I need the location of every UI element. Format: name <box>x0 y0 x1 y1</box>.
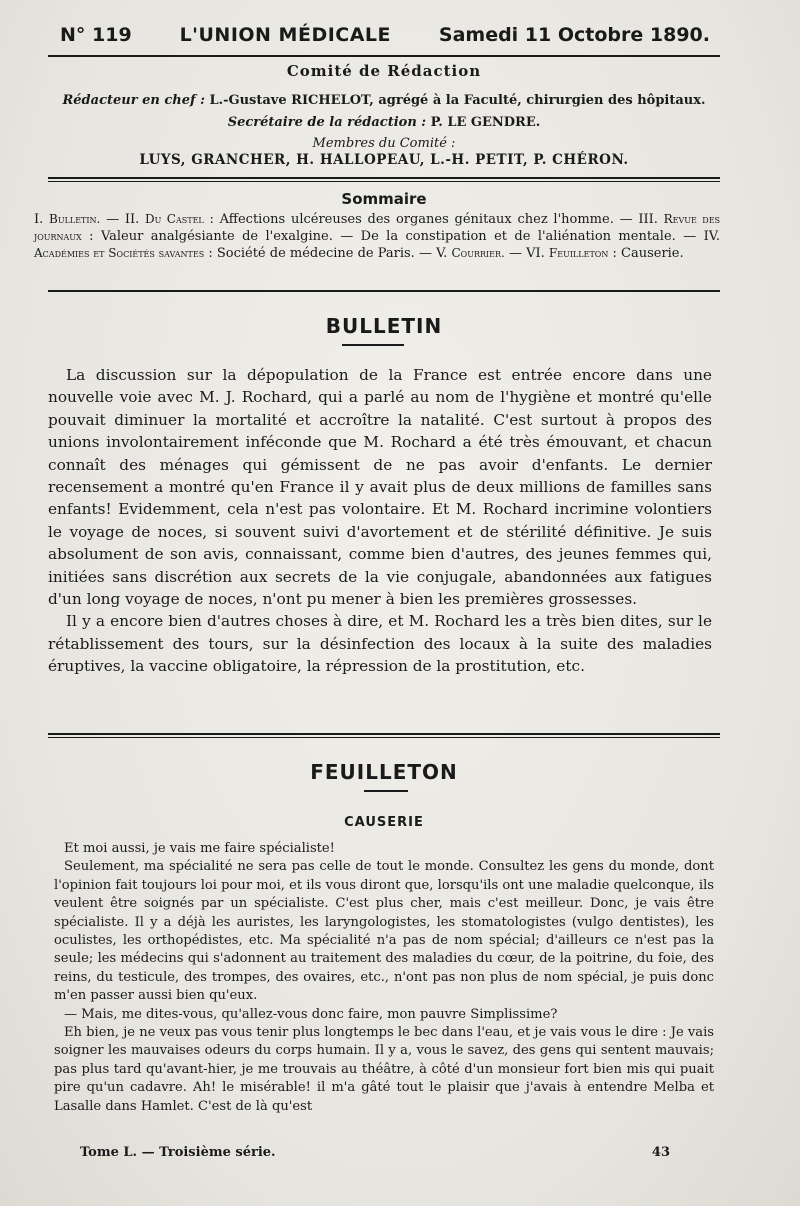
page-number: 43 <box>651 1145 670 1160</box>
secretary-label: Secrétaire de la rédaction : <box>227 115 427 130</box>
members-label-line <box>48 136 720 151</box>
sommaire-separator-2: — <box>504 246 527 261</box>
feuilleton-paragraph-2: Seulement, ma spécialité ne sera pas celle de tout le monde. Consultez les gens du monde, dont l'opinion fait toujours loi pour moi, et ils vous diront que, lorsqu'ils ont une maladie quelconque, ils veulent être soignés par un spécialiste. C'est plus cher, mais c'est meilleur. Donc, je vais être spécialiste. Il y a déjà les auristes, les laryngologistes, les stomatologistes (vulgo dentistes), les oculistes, les orthopédistes, etc. Ma spécialité n'a pas de nom spécial; d'ailleurs ce n'est pas la seule; les médecins qui s'adonnent au traitement des maladies du cœur, de la poitrine, du foie, des reins, du testicule, des trompes, des ovaires, etc., n'ont pas non plus de nom spécial, je puis donc m'en passer aussi bien qu'eux. <box>54 859 714 1004</box>
sommaire-vi-label: Feuilleton <box>548 246 609 260</box>
sommaire-v-num: V. <box>436 246 448 261</box>
sommaire-vi-num: VI. <box>526 246 545 261</box>
feuilleton-body <box>54 840 714 1116</box>
feuilleton-paragraph-3: — Mais, me dites-vous, qu'allez-vous donc faire, mon pauvre Simplissime? <box>64 1006 558 1022</box>
feuilleton-rule-2 <box>48 737 720 738</box>
masthead <box>60 24 710 54</box>
issue-number: N° 119 <box>60 24 132 46</box>
sommaire-ii-text: : Affections ulcéreuses des organes génitaux chez l'homme. — <box>203 212 639 227</box>
feuilleton-paragraph-1: Et moi aussi, je vais me faire spécialiste! <box>64 841 335 856</box>
bulletin-title: BULLETIN <box>325 314 443 338</box>
editor-in-chief-line <box>48 93 720 108</box>
bulletin-body <box>48 364 712 678</box>
masthead-rule <box>48 55 720 57</box>
committee-rule-1 <box>48 177 720 179</box>
sommaire-rule <box>48 290 720 292</box>
journal-title: L'UNION MÉDICALE <box>179 24 392 46</box>
page-footer <box>80 1145 670 1160</box>
sommaire-ii-num: II. <box>124 212 140 227</box>
sommaire-iv-text: : Société de médecine de Paris. — <box>204 246 437 261</box>
committee-members: LUYS, GRANCHER, H. HALLOPEAU, L.-H. PETIT, P. CHÉRON. <box>139 152 629 168</box>
sommaire-iv-label: Académies et Sociétés savantes <box>34 246 205 260</box>
volume-info: Tome L. — Troisième série. <box>80 1145 276 1160</box>
feuilleton-title: FEUILLETON <box>310 760 458 784</box>
bulletin-title-underline <box>342 344 404 346</box>
feuilleton-title-underline <box>364 790 408 792</box>
sommaire-vi-text: : Causerie. <box>608 246 684 261</box>
feuilleton-rule-1 <box>48 733 720 735</box>
secretary-line <box>48 115 720 130</box>
sommaire-i-num: I. <box>34 212 44 227</box>
secretary: P. LE GENDRE. <box>430 115 541 130</box>
sommaire-iii-num: III. <box>638 212 658 227</box>
committee-title: Comité de Rédaction <box>286 62 482 80</box>
members-line <box>48 152 720 168</box>
sommaire-ii-label: Du Castel <box>145 212 204 226</box>
sommaire-iii-text: : Valeur analgésiante de l'exalgine. — De la constipation et de l'aliénation mentale. — <box>81 229 704 244</box>
sommaire-iii-label: Revue des journaux <box>34 212 721 243</box>
sommaire-iv-num: IV. <box>703 229 720 244</box>
committee-rule-2 <box>48 181 720 182</box>
editor-in-chief-label: Rédacteur en chef : <box>62 93 205 108</box>
bulletin-paragraph-1: La discussion sur la dépopulation de la France est entrée encore dans une nouvelle voie avec M. J. Rochard, qui a parlé au nom de l'hygiène et montré qu'elle pouvait diminuer la mortalité et accroître la natalité. C'est surtout à propos des unions involontairement inféconde que M. Rochard a été très émouvant, et chacun connaît des ménages qui gémissent de ne pas avoir d'enfants. Le dernier recensement a montré qu'en France il y avait plus de deux millions de familles sans enfants! Evidemment, cela n'est pas volontaire. Et M. Rochard incrimine volontiers le voyage de noces, si souvent suivi d'avortement et de stérilité définitive. Je suis absolument de son avis, connaissant, comme bien d'autres, des jeunes femmes qui, initiées sans discrétion aux secrets de la vie conjugale, abandonnées aux fatigues d'un long voyage de noces, n'ont pu mener à bien les premières grossesses. <box>48 366 712 609</box>
sommaire-title: Sommaire <box>341 190 427 208</box>
bulletin-paragraph-2: Il y a encore bien d'autres choses à dire, et M. Rochard les a très bien dites, sur le rétablissement des tours, sur la désinfection des locaux à la suite des maladies éruptives, la vaccine obligatoire, la répression de la prostitution, etc. <box>48 612 712 676</box>
sommaire-text <box>34 211 720 262</box>
causerie-title: CAUSERIE <box>344 815 424 830</box>
sommaire-v-label: Courrier. <box>451 246 505 260</box>
sommaire-i-label: Bulletin. <box>49 212 101 226</box>
editor-in-chief: L.-Gustave RICHELOT, agrégé à la Faculté, chirurgien des hôpitaux. <box>209 93 706 108</box>
issue-date: Samedi 11 Octobre 1890. <box>438 24 710 46</box>
feuilleton-paragraph-4: Eh bien, je ne veux pas vous tenir plus longtemps le bec dans l'eau, et je vais vous le dire : Je vais soigner les mauvaises odeurs du corps humain. Il y a, vous le savez, des gens qui sentent mauvais; pas plus tard qu'avant-hier, je me trouvais au théâtre, à côté d'un monsieur fort bien mis qui puait pire qu'un cadavre. Ah! le misérable! il m'a gâté tout le plaisir que j'avais à entendre Melba et Lasalle dans Hamlet. C'est de là qu'est <box>54 1025 714 1114</box>
members-label: Membres du Comité : <box>312 136 456 151</box>
sommaire-separator: — <box>100 212 125 227</box>
